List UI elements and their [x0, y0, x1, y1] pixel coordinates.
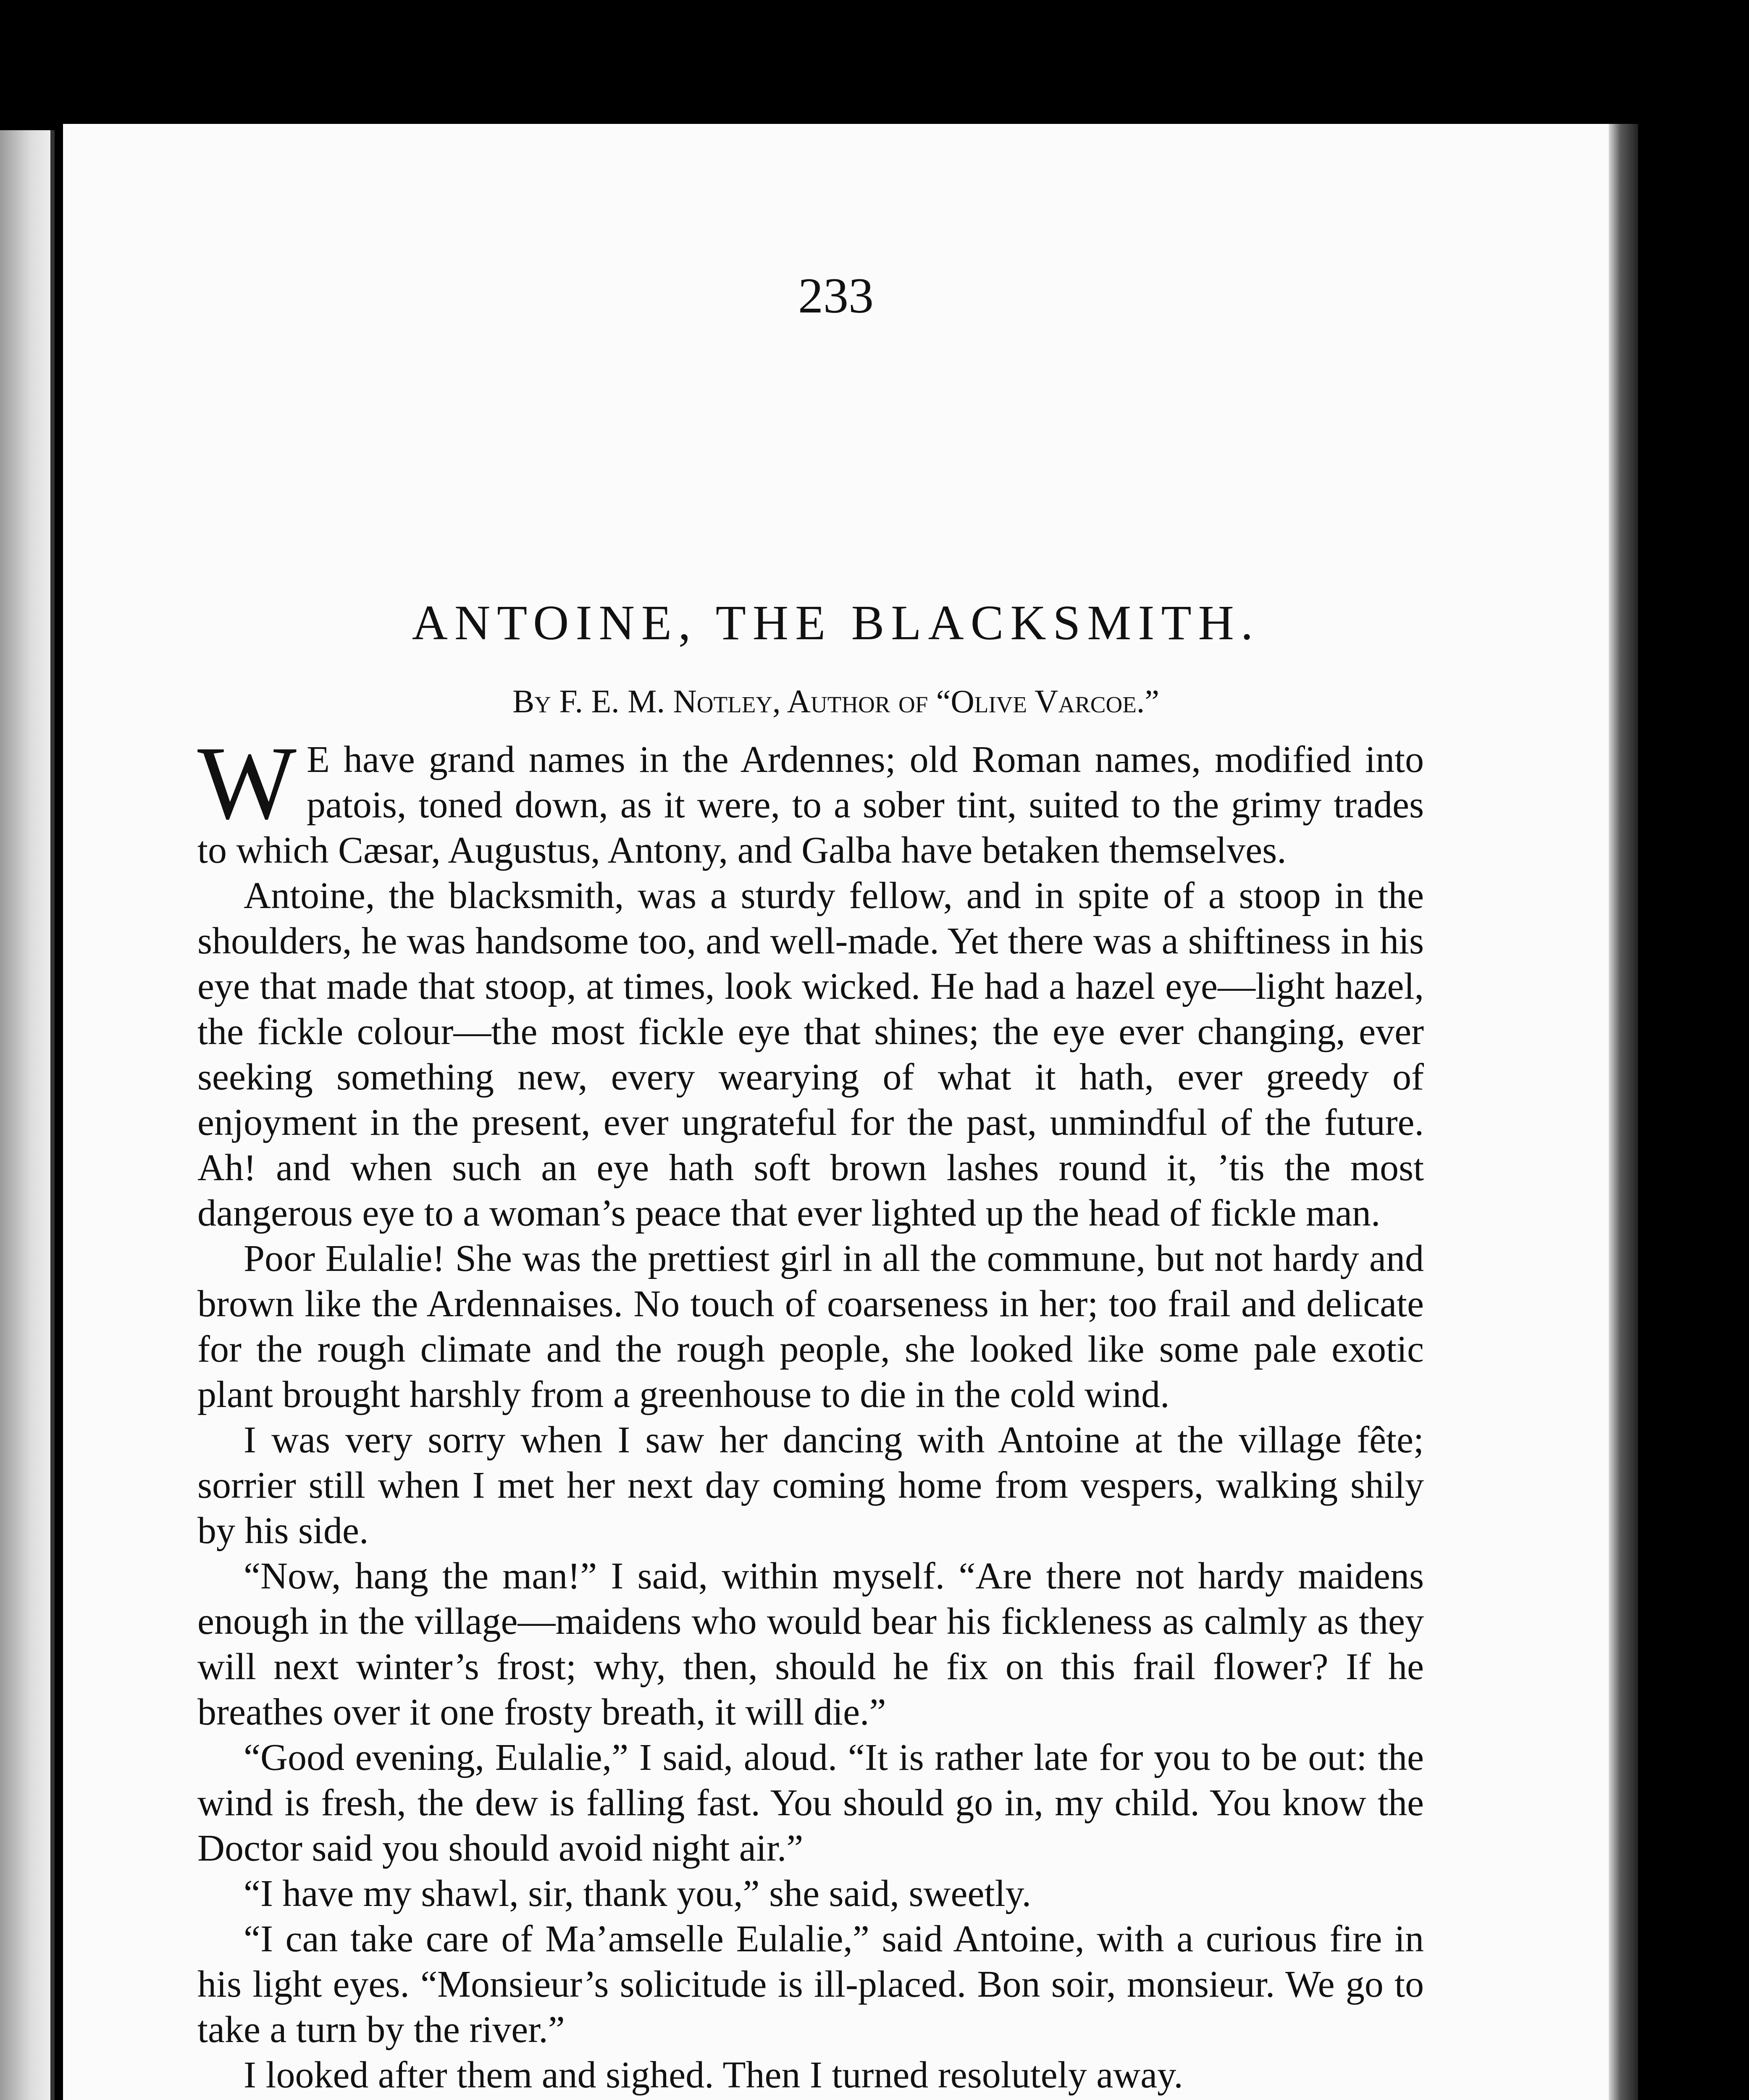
paragraph-10 [197, 2098, 1424, 2100]
previous-page-edge [0, 130, 55, 2100]
page-binding-shadow [1609, 124, 1638, 2100]
drop-cap: W [197, 725, 297, 841]
paragraph-9: I looked after them and sighed. Then I turned resolutely away. [244, 2054, 1183, 2096]
book-page [63, 124, 1609, 2100]
paragraph-1: W E have grand names in the Ardennes; old Roman names, modified into patois, toned down, as it were, to a sober tint, suited to the grimy trades to which Cæsar, Augustus, Antony, and Galba have betaken themselves. [197, 725, 1424, 871]
paragraph-8: “I can take care of Ma’amselle Eulalie,” said Antoine, with a curious fire in his light eyes. “Monsieur’s solicitude is ill-placed. Bon soir, monsieur. We go to take a turn by the river.” [197, 1918, 1424, 2050]
paragraph-2: Antoine, the blacksmith, was a sturdy fellow, and in spite of a stoop in the shoulders, he was handsome too, and well-made. Yet there was a shiftiness in his eye that made that stoop, at times, look wicked. He had a hazel eye—light hazel, the fickle colour—the most fickle eye that shines; the eye ever changing, ever seeking something new, every wearying of what it hath, ever greedy of enjoyment in the present, ever ungrateful for the past, unmindful of the future. Ah! and when such an eye hath soft brown lashes round it, ’tis the most dangerous eye to a woman’s peace that ever lighted up the head of fickle man. [197, 875, 1424, 1234]
paragraph-6: “Good evening, Eulalie,” I said, aloud. “It is rather late for you to be out: the wind is fresh, the dew is falling fast. You should go in, my child. You know the Doctor said you should avoid night air.” [197, 1737, 1424, 1869]
article-title: ANTOINE, THE BLACKSMITH. [412, 595, 1260, 650]
page-number: 233 [798, 268, 874, 323]
paragraph-3: Poor Eulalie! She was the prettiest girl in all the commune, but not hardy and brown like the Ardennaises. No touch of coarseness in her; too frail and delicate for the rough climate and the rough people, she looked like some pale exotic plant brought harshly from a greenhouse to die in the cold wind. [197, 1238, 1424, 1415]
paragraph-7: “I have my shawl, sir, thank you,” she said, sweetly. [244, 1873, 1032, 1914]
paragraph-4: I was very sorry when I saw her dancing with Antoine at the village fête; sorrier still when I met her next day coming home from vespers, walking shily by his side. [197, 1419, 1424, 1551]
byline: By F. E. M. Notley, Author of “Olive Varcoe.” [512, 683, 1159, 719]
article-body [197, 725, 1424, 2100]
paragraph-5: “Now, hang the man!” I said, within myself. “Are there not hardy maidens enough in the village—maidens who would bear his fickleness as calmly as they will next winter’s frost; why, then, should he fix on this frail flower? If he breathes over it one frosty breath, it will die.” [197, 1555, 1424, 1733]
